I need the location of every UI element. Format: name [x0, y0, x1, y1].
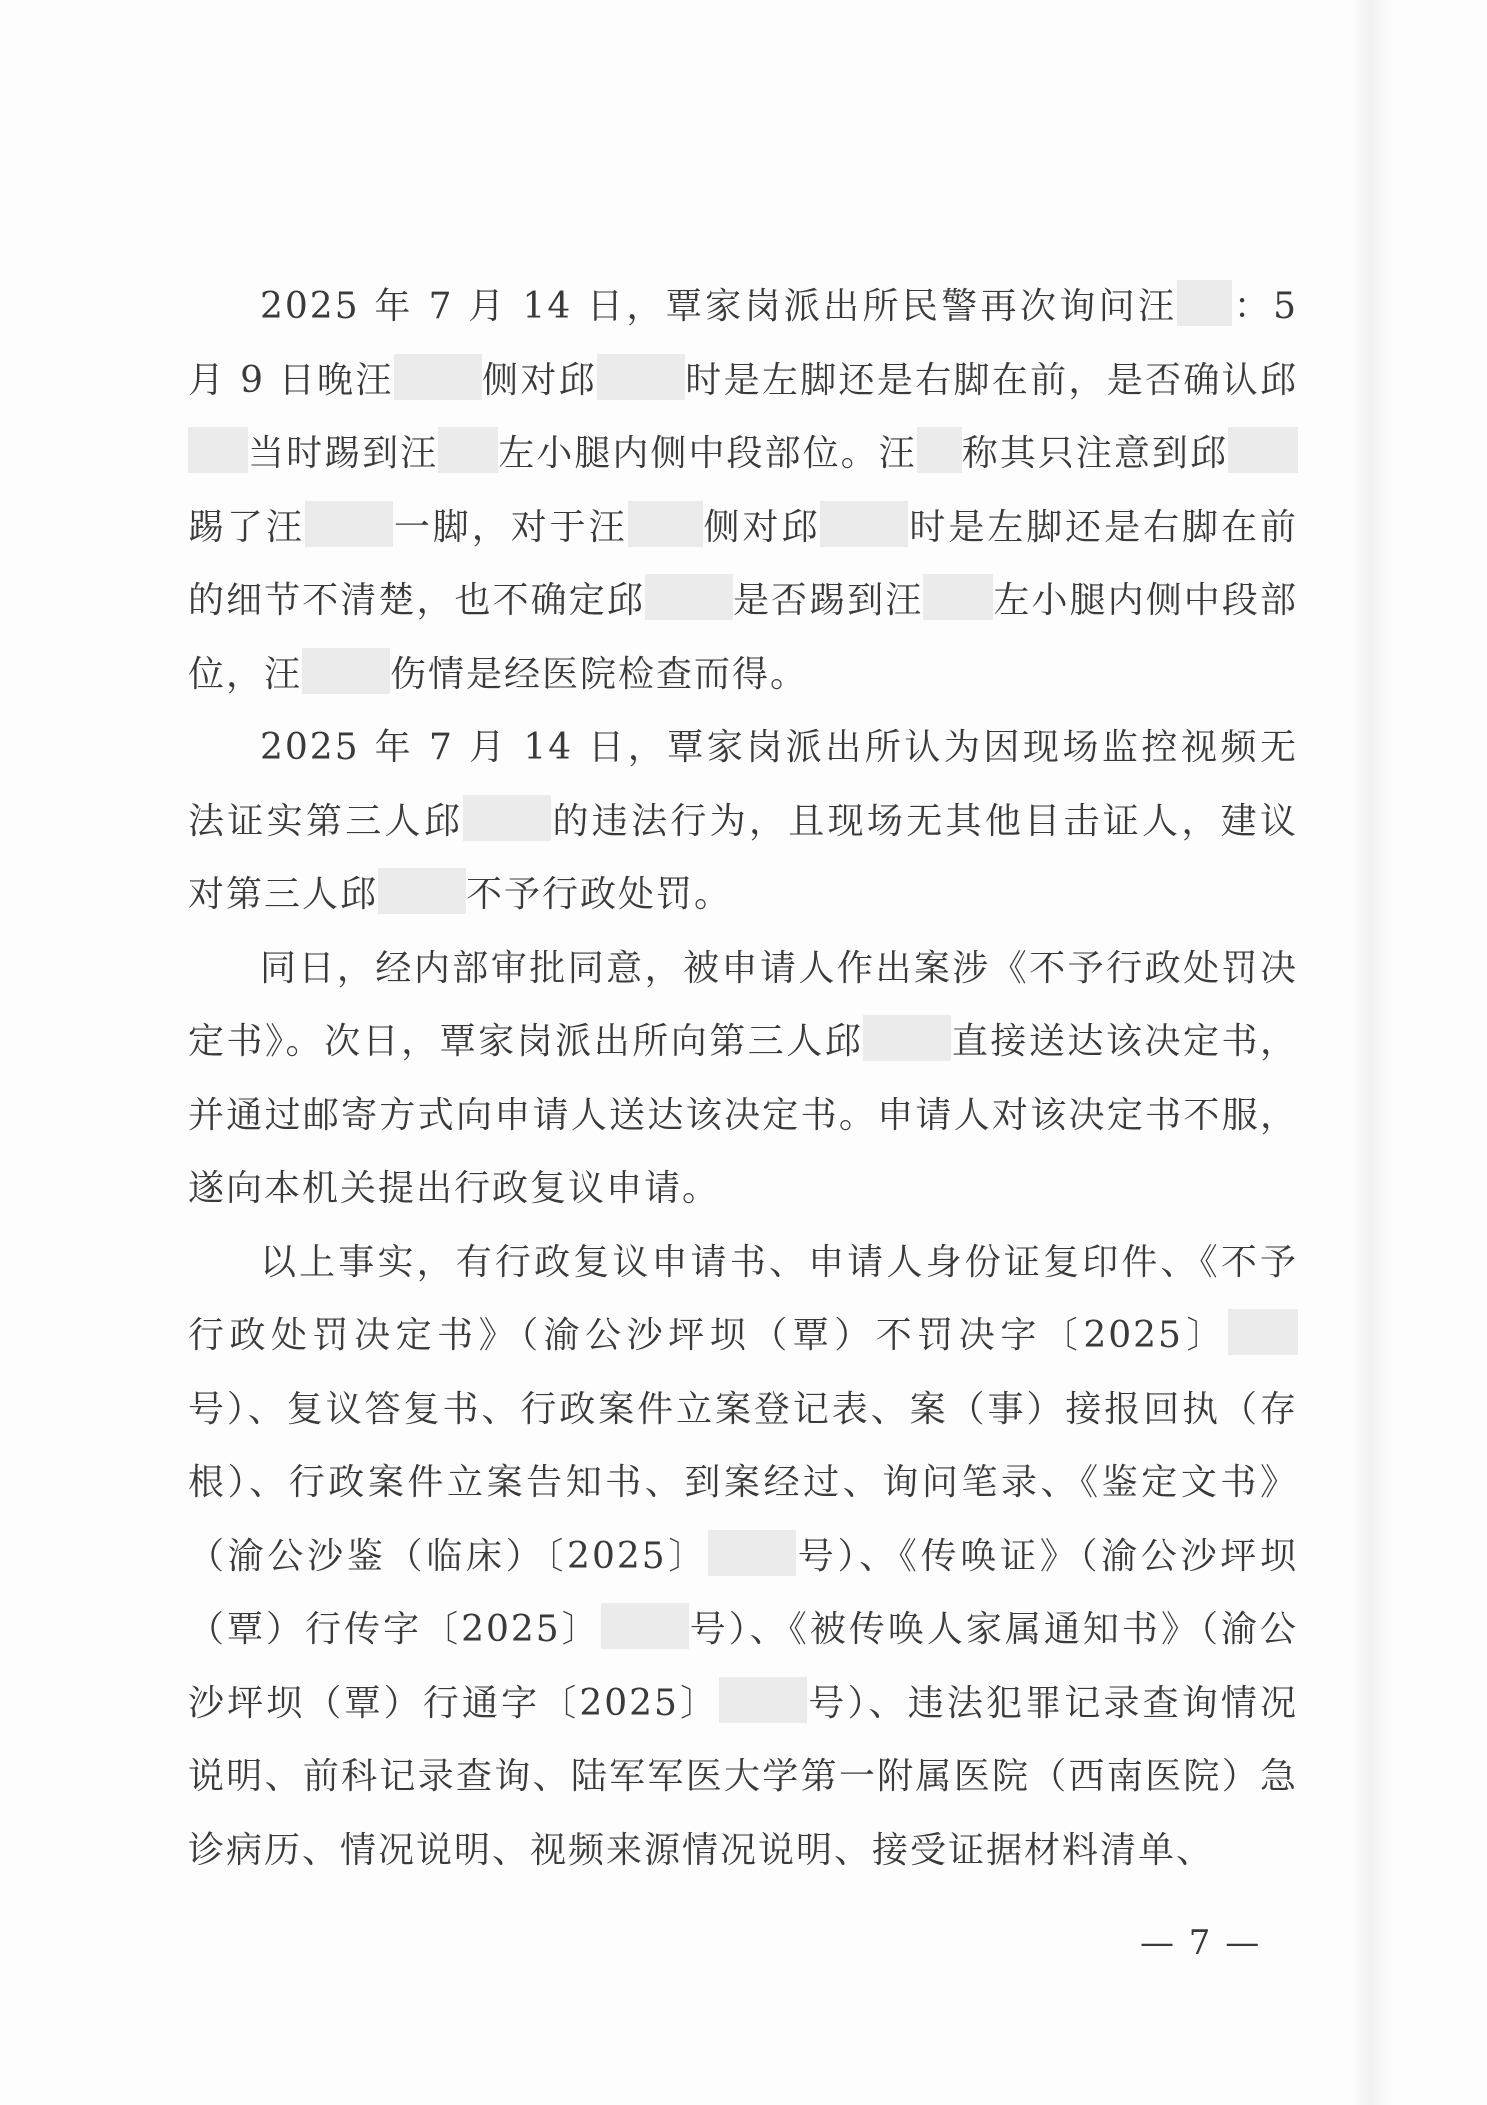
- paragraph-text: 号）、违法犯罪记录查询情况说明、前科记录查询、陆军军医大学第一附属医院（西南医院）急诊病历、情况说明、视频来源情况说明、接受证据材料清单、: [188, 1682, 1298, 1871]
- redaction-mask: [302, 648, 390, 694]
- redaction-mask: [601, 1603, 689, 1649]
- paragraph-text: 当时踢到汪: [248, 433, 439, 474]
- redaction-mask: [1228, 1309, 1298, 1355]
- redaction-mask: [917, 427, 962, 473]
- paragraph-text: 伤情是经医院检查而得。: [390, 653, 809, 695]
- paragraph-text: 时是左脚还是右脚在前，是否确认邱: [684, 359, 1298, 401]
- paragraph-text: ：5 月 9 日晚汪: [188, 286, 1298, 401]
- paragraph-text: 2025 年 7 月 14 日，覃家岗派出所认为因现场监控视频无法证实第三人邱: [188, 727, 1298, 842]
- redaction-mask: [394, 354, 482, 400]
- redaction-mask: [188, 427, 248, 473]
- paragraph-text: 以上事实，有行政复议申请书、申请人身份证复印件、《不予行政处罚决定书》（渝公沙坪坝（覃）不罚决字〔2025〕: [188, 1241, 1298, 1356]
- paragraph-text: 直接送达该决定书，并通过邮寄方式向申请人送达该决定书。申请人对该决定书不服，遂向本机关提出行政复议申请。: [188, 1021, 1298, 1209]
- redaction-mask: [463, 795, 551, 841]
- redaction-mask: [719, 1677, 807, 1723]
- redaction-mask: [863, 1015, 951, 1061]
- paragraph-text: 称其只注意到邱: [961, 433, 1228, 474]
- paragraph-text: 是否踢到汪: [732, 580, 924, 621]
- redaction-mask: [1177, 280, 1232, 326]
- paragraph: [188, 711, 1298, 932]
- paragraph: [188, 932, 1298, 1226]
- paragraph-text: 一脚，对于汪: [392, 506, 628, 548]
- paragraph-text: 时是左脚还是右脚在前的细节不清楚，也不确定邱: [188, 506, 1298, 621]
- paragraph-text: 号）、《被传唤人家属通知书》（渝公沙坪坝（覃）行通字〔2025〕: [188, 1609, 1298, 1724]
- redaction-mask: [597, 354, 685, 400]
- paragraph: [188, 270, 1298, 711]
- redaction-mask: [923, 574, 993, 620]
- paragraph-text: 侧对邱: [702, 506, 821, 548]
- paragraph: [188, 1226, 1298, 1888]
- redaction-mask: [305, 501, 393, 547]
- scan-fold-shadow: [1352, 0, 1392, 2105]
- redaction-mask: [708, 1530, 796, 1576]
- paragraph-text: 侧对邱: [481, 359, 597, 401]
- paragraph-text: 左小腿内侧中段部位。汪: [498, 433, 917, 474]
- redaction-mask: [378, 868, 466, 914]
- page-number: — 7 —: [1140, 1923, 1262, 1963]
- redaction-mask: [820, 501, 908, 547]
- document-body: [188, 270, 1298, 1887]
- redaction-mask: [1228, 427, 1298, 473]
- paragraph-text: 号）、《传唤证》（渝公沙坪坝（覃）行传字〔2025〕: [188, 1535, 1298, 1650]
- redaction-mask: [438, 427, 498, 473]
- redaction-mask: [645, 574, 733, 620]
- paragraph-text: 同日，经内部审批同意，被申请人作出案涉《不予行政处罚决定书》。次日，覃家岗派出所向第三人邱: [188, 947, 1298, 1062]
- redaction-mask: [628, 501, 703, 547]
- paragraph-text: 号）、复议答复书、行政案件立案登记表、案（事）接报回执（存根）、行政案件立案告知书、到案经过、询问笔录、《鉴定文书》（渝公沙鉴（临床）〔2025〕: [188, 1388, 1298, 1577]
- paragraph-text: 的违法行为，且现场无其他目击证人，建议对第三人邱: [188, 800, 1298, 915]
- paragraph-text: 2025 年 7 月 14 日，覃家岗派出所民警再次询问汪: [260, 286, 1178, 327]
- paragraph-text: 左小腿内侧中段部位，汪: [188, 580, 1298, 695]
- paragraph-text: 不予行政处罚。: [466, 874, 733, 915]
- paragraph-text: 踢了汪: [188, 506, 305, 548]
